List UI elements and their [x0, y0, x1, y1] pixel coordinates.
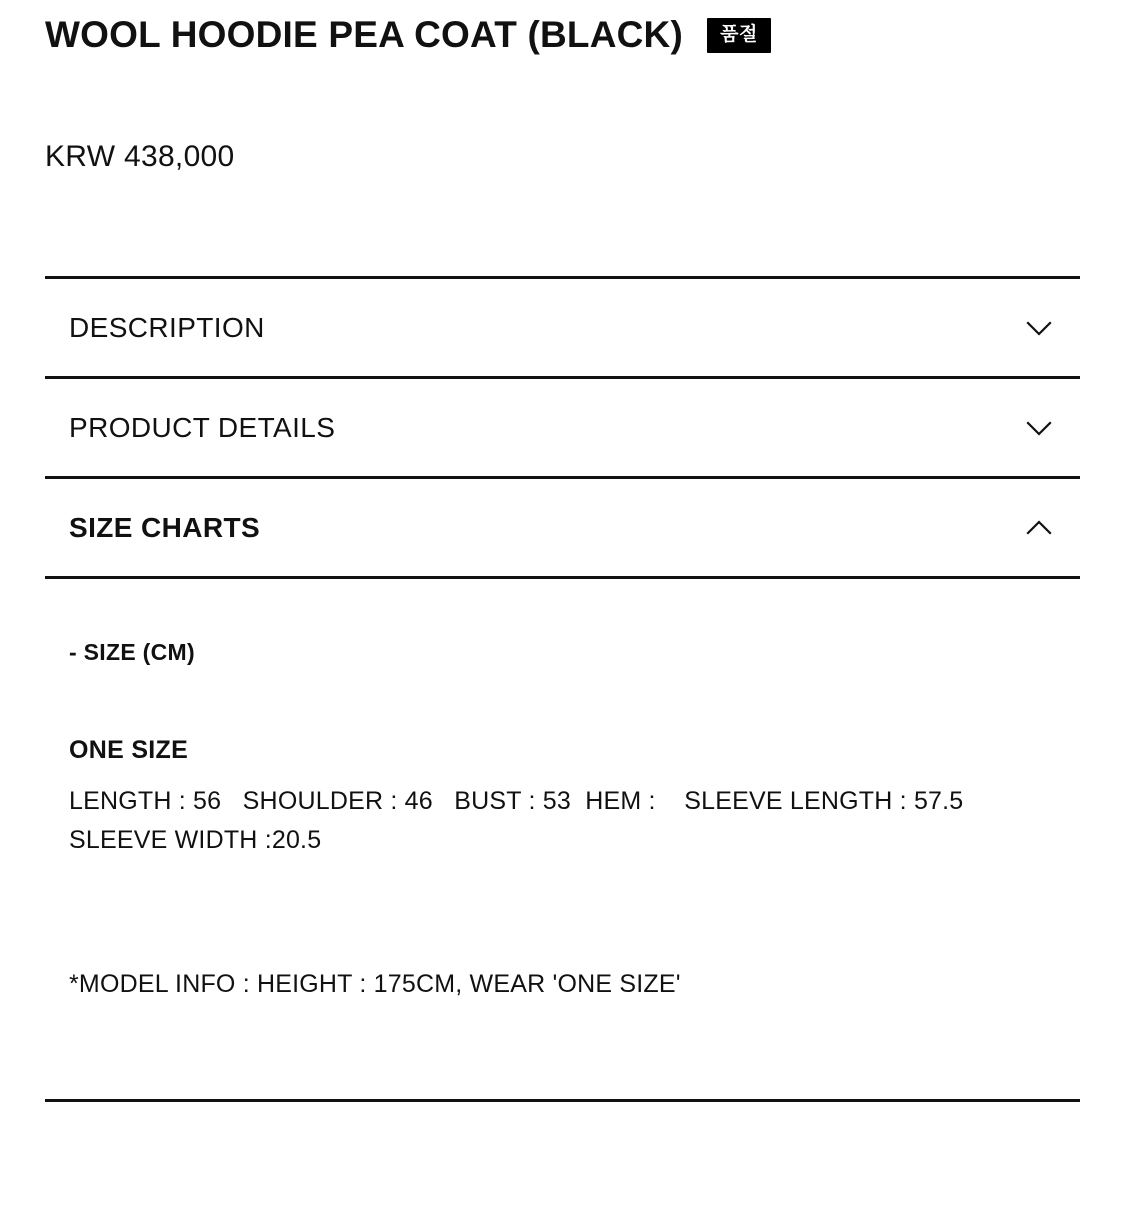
status-badge: 품절 [707, 18, 771, 53]
product-title-row [45, 0, 1080, 64]
size-option-label: ONE SIZE [69, 736, 189, 764]
accordion-label-size-charts: SIZE CHARTS [69, 511, 261, 543]
accordion-label-description: DESCRIPTION [69, 311, 265, 343]
product-info-accordion [45, 276, 1080, 579]
accordion-item-size-charts[interactable] [45, 479, 1080, 579]
chevron-up-icon[interactable] [1022, 511, 1056, 545]
model-info: *MODEL INFO : HEIGHT : 175CM, WEAR 'ONE SIZE' [69, 969, 681, 998]
accordion-label-product-details: PRODUCT DETAILS [69, 411, 336, 443]
size-measurements: LENGTH : 56 SHOULDER : 46 BUST : 53 HEM : SLEEVE LENGTH : 57.5 SLEEVE WIDTH :20.5 [69, 787, 985, 854]
chevron-down-icon[interactable] [1022, 411, 1056, 445]
accordion-item-product-details[interactable] [45, 379, 1080, 479]
size-charts-panel [45, 579, 1080, 999]
chevron-down-icon[interactable] [1022, 311, 1056, 345]
product-price: KRW 438,000 [45, 140, 235, 173]
accordion-item-description[interactable] [45, 279, 1080, 379]
page-title: WOOL HOODIE PEA COAT (BLACK) [45, 13, 683, 55]
section-divider [45, 1099, 1080, 1102]
size-unit-heading: - SIZE (CM) [69, 639, 195, 665]
